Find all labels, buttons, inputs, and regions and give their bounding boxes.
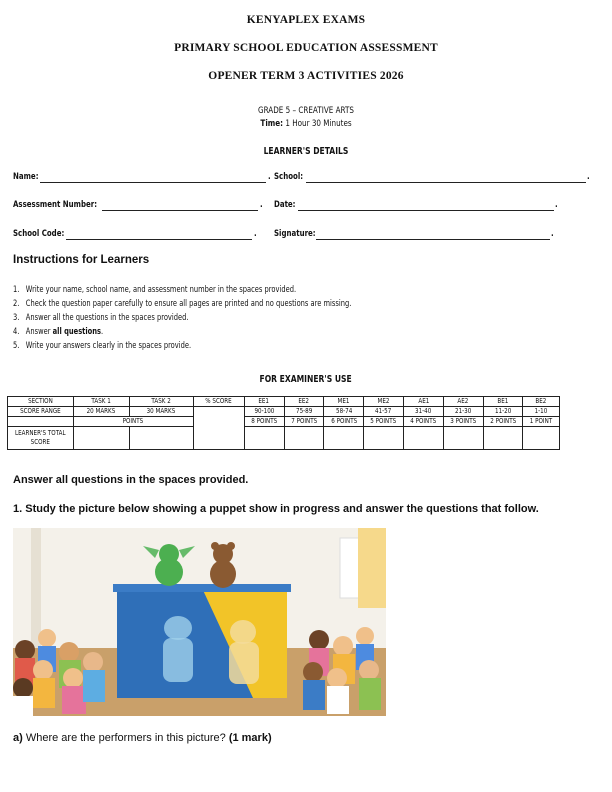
- table-cell: EE1: [244, 397, 284, 407]
- table-cell: 58-74: [324, 407, 364, 417]
- score-cell[interactable]: [364, 427, 404, 450]
- pillar: [31, 528, 41, 648]
- performer-blue: [164, 616, 192, 640]
- table-cell: 6 POINTS: [324, 417, 364, 427]
- assessment-title: PRIMARY SCHOOL EDUCATION ASSESSMENT: [174, 42, 438, 54]
- name-label: Name:: [13, 172, 39, 182]
- school-field[interactable]: [306, 182, 586, 183]
- table-cell: ME1: [324, 397, 364, 407]
- score-cell[interactable]: [324, 427, 364, 450]
- dragon-head: [159, 544, 179, 564]
- bear-ear: [211, 542, 219, 550]
- table-cell: SCORE RANGE: [8, 407, 74, 417]
- table-cell: BE2: [523, 397, 560, 407]
- school-code-label: School Code:: [13, 229, 65, 239]
- grade-line: GRADE 5 – CREATIVE ARTS: [258, 106, 354, 116]
- bear-ear: [227, 542, 235, 550]
- table-cell: 30 MARKS: [129, 407, 194, 417]
- assessment-number-field[interactable]: [102, 210, 258, 211]
- table-cell: TASK 2: [129, 397, 194, 407]
- table-cell: 4 POINTS: [403, 417, 443, 427]
- score-cell[interactable]: [403, 427, 443, 450]
- table-row: [8, 407, 560, 417]
- table-cell: 90-100: [244, 407, 284, 417]
- table-row: [8, 427, 560, 450]
- instruction-item-4: 4. Answer all questions.: [13, 327, 104, 337]
- period-6: .: [551, 229, 554, 239]
- time-value: 1 Hour 30 Minutes: [283, 119, 352, 129]
- puppet-show-illustration: [13, 528, 386, 716]
- answer-all-instruction: Answer all questions in the spaces provided.: [13, 474, 249, 486]
- bear-puppet: [210, 560, 236, 588]
- learners-total-score-label: LEARNER'S TOTAL SCORE: [8, 427, 74, 450]
- stage-top: [113, 584, 291, 592]
- table-cell: % SCORE: [194, 397, 245, 407]
- performer-yellow: [230, 620, 256, 644]
- table-cell: SECTION: [8, 397, 74, 407]
- score-cell[interactable]: [523, 427, 560, 450]
- examiner-table: [7, 396, 560, 450]
- table-cell: [8, 417, 74, 427]
- school-label: School:: [274, 172, 304, 182]
- task2-score-cell[interactable]: [129, 427, 194, 450]
- date-field[interactable]: [298, 210, 554, 211]
- performer-blue-body: [163, 638, 193, 682]
- time-label: Time:: [260, 119, 284, 129]
- score-cell[interactable]: [284, 427, 324, 450]
- score-cell[interactable]: [483, 427, 523, 450]
- table-cell: 31-40: [403, 407, 443, 417]
- performer-yellow-body: [229, 642, 259, 684]
- table-cell: 75-89: [284, 407, 324, 417]
- table-cell: 41-57: [364, 407, 404, 417]
- date-label: Date:: [274, 200, 296, 210]
- period-5: .: [254, 229, 257, 239]
- signature-label: Signature:: [274, 229, 316, 239]
- table-cell: 2 POINTS: [483, 417, 523, 427]
- signature-field[interactable]: [316, 239, 550, 240]
- instructions-title: Instructions for Learners: [13, 254, 150, 266]
- audience-right: [303, 627, 381, 714]
- table-cell: 7 POINTS: [284, 417, 324, 427]
- learners-details-title: LEARNER'S DETAILS: [263, 146, 349, 157]
- table-cell: 11-20: [483, 407, 523, 417]
- name-field[interactable]: [40, 182, 266, 183]
- term-title: OPENER TERM 3 ACTIVITIES 2026: [208, 70, 404, 82]
- table-cell: 1-10: [523, 407, 560, 417]
- exam-org-title: KENYAPLEX EXAMS: [246, 14, 366, 26]
- table-cell: POINTS: [73, 417, 194, 427]
- period-4: .: [555, 200, 558, 210]
- table-cell: EE2: [284, 397, 324, 407]
- table-cell: TASK 1: [73, 397, 129, 407]
- assessment-number-label: Assessment Number:: [13, 200, 98, 210]
- period-2: .: [587, 172, 590, 182]
- time-line: [0, 113, 612, 131]
- instruction-item-2: 2. Check the question paper carefully to ensure all pages are printed and no questions are missing.: [13, 299, 352, 309]
- instruction-item-1: 1. Write your name, school name, and assessment number in the spaces provided.: [13, 285, 297, 295]
- period-3: .: [260, 200, 263, 210]
- window-curtain: [358, 528, 386, 608]
- question-1: 1. Study the picture below showing a puppet show in progress and answer the questions that follow.: [13, 503, 539, 515]
- table-cell: AE1: [403, 397, 443, 407]
- table-cell: BE1: [483, 397, 523, 407]
- table-cell: 5 POINTS: [364, 417, 404, 427]
- instruction-item-5: 5. Write your answers clearly in the spaces provide.: [13, 341, 192, 351]
- table-row: [8, 397, 560, 407]
- examiner-title: FOR EXAMINER'S USE: [259, 374, 353, 385]
- table-cell: 1 POINT: [523, 417, 560, 427]
- table-cell: 3 POINTS: [443, 417, 483, 427]
- table-cell: 21-30: [443, 407, 483, 417]
- instruction-item-3: 3. Answer all the questions in the spaces provided.: [13, 313, 189, 323]
- task1-score-cell[interactable]: [73, 427, 129, 450]
- table-cell: 20 MARKS: [73, 407, 129, 417]
- table-cell: ME2: [364, 397, 404, 407]
- percent-score-cell[interactable]: [194, 407, 245, 450]
- question-1a: a) Where are the performers in this picture? (1 mark): [13, 732, 272, 744]
- table-cell: 8 POINTS: [244, 417, 284, 427]
- table-cell: AE2: [443, 397, 483, 407]
- school-code-field[interactable]: [66, 239, 252, 240]
- score-cell[interactable]: [244, 427, 284, 450]
- score-cell[interactable]: [443, 427, 483, 450]
- table-row: [8, 417, 560, 427]
- period-1: .: [268, 172, 271, 182]
